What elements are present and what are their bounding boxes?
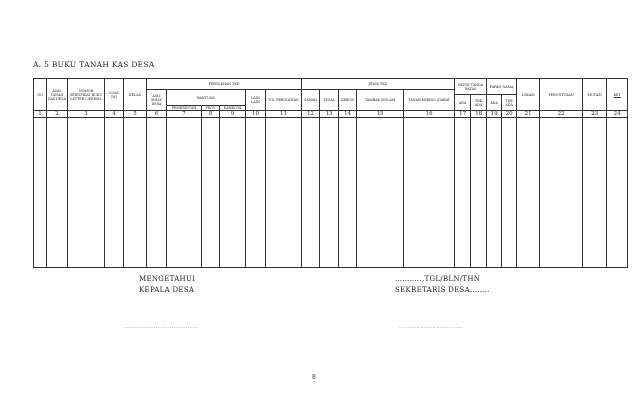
header-nomor: NOMOR SERTIFIKAT BUKU LETTER C/PERSIL — [68, 79, 105, 111]
signature-left — [139, 274, 195, 296]
page-number: 8 — [312, 374, 316, 381]
table-cell — [124, 118, 147, 268]
column-number: 1 — [34, 111, 47, 118]
header-lokasi: LOKASI — [517, 79, 540, 111]
table-cell — [266, 118, 302, 268]
sekretaris-desa-label: SEKRETARIS DESA…….. — [395, 286, 490, 294]
column-number: 20 — [502, 111, 517, 118]
header-papan: PAPAN NAMA — [487, 79, 517, 95]
column-number: 18 — [471, 111, 487, 118]
header-asal: ASAL TANAH KAS DESA — [47, 79, 68, 111]
signature-blank-right: ……………………………… — [399, 324, 463, 330]
header-pemerintah: PEMERINTAH — [167, 106, 202, 111]
header-luas: LUAS (M) — [105, 79, 124, 111]
table-cell — [517, 118, 540, 268]
table-cell — [246, 118, 266, 268]
column-number: 5 — [124, 111, 147, 118]
table-cell — [502, 118, 517, 268]
table-cell — [167, 118, 202, 268]
table-cell — [302, 118, 320, 268]
header-tgl-perolehan: TGL PEROLEHAN — [266, 90, 302, 111]
section-title: A. 5 BUKU TANAH KAS DESA — [33, 60, 155, 69]
table-cell — [339, 118, 357, 268]
header-no: NO — [34, 79, 47, 111]
column-number: 15 — [357, 111, 404, 118]
column-number: 22 — [540, 111, 583, 118]
header-tambak: TAMBAK /KOLAM — [357, 90, 404, 111]
column-number: 14 — [339, 111, 357, 118]
empty-entry-row — [34, 118, 628, 268]
column-number: 24 — [607, 111, 628, 118]
table-cell — [487, 118, 502, 268]
tanah-kas-desa-table — [33, 78, 628, 268]
table-cell — [471, 118, 487, 268]
column-number: 17 — [455, 111, 471, 118]
column-number: 13 — [320, 111, 339, 118]
column-number: 11 — [266, 111, 302, 118]
date-label: ………..,TGL/BLN/THN — [395, 275, 481, 283]
header-asli: ASLI MILIK DESA — [147, 90, 167, 111]
column-number: 10 — [246, 111, 266, 118]
column-number: 16 — [404, 111, 455, 118]
table-cell — [68, 118, 105, 268]
header-kelas: KELAS — [124, 79, 147, 111]
header-papan-tidak-ada: TDK ADA — [502, 95, 517, 111]
header-papan-ada: ADA — [487, 95, 502, 111]
table-cell — [357, 118, 404, 268]
table-cell — [147, 118, 167, 268]
header-prov: PROV — [202, 106, 220, 111]
column-number: 3 — [68, 111, 105, 118]
header-sawah: SAWAH — [302, 90, 320, 111]
table-cell — [47, 118, 68, 268]
table-cell — [320, 118, 339, 268]
table-cell — [404, 118, 455, 268]
signature-blank-left: …………………………………… — [124, 324, 199, 330]
table-cell — [105, 118, 124, 268]
column-number: 6 — [147, 111, 167, 118]
header-kabkota: KAB/KOTA — [220, 106, 246, 111]
kepala-desa-label: KEPALA DESA — [139, 286, 195, 294]
header-ket: KET — [607, 79, 628, 111]
header-mutasi: MUTASI — [583, 79, 607, 111]
column-number: 2 — [47, 111, 68, 118]
table-cell — [220, 118, 246, 268]
header-patok: PATOK TANDA BATAS — [455, 79, 487, 95]
column-number: 8 — [202, 111, 220, 118]
header-peruntukan: PERUNTUKAN — [540, 79, 583, 111]
column-number: 23 — [583, 111, 607, 118]
header-bantuan: BANTUAN — [167, 90, 246, 106]
header-kebun: KEBUN — [339, 90, 357, 111]
column-number: 4 — [105, 111, 124, 118]
header-tegal: TEGAL — [320, 90, 339, 111]
column-number: 12 — [302, 111, 320, 118]
column-number: 19 — [487, 111, 502, 118]
header-perolehan: PEROLEHAN TKD — [147, 79, 302, 90]
column-number: 21 — [517, 111, 540, 118]
header-patok-tidak-ada: TDK ADA — [471, 95, 487, 111]
table-cell — [34, 118, 47, 268]
table-cell — [583, 118, 607, 268]
header-tanah-kering: TANAH KERING /DARAT — [404, 90, 455, 111]
table-cell — [455, 118, 471, 268]
column-number-row — [34, 111, 628, 118]
header-jenis: JENIS TKD — [302, 79, 455, 90]
mengetahui-label: MENGETAHUI — [139, 275, 196, 283]
column-number: 9 — [220, 111, 246, 118]
header-lain: LAIN LAIN — [246, 90, 266, 111]
table-cell — [202, 118, 220, 268]
table-cell — [540, 118, 583, 268]
signature-right — [395, 274, 490, 296]
column-number: 7 — [167, 111, 202, 118]
table-cell — [607, 118, 628, 268]
header-patok-ada: ADA — [455, 95, 471, 111]
